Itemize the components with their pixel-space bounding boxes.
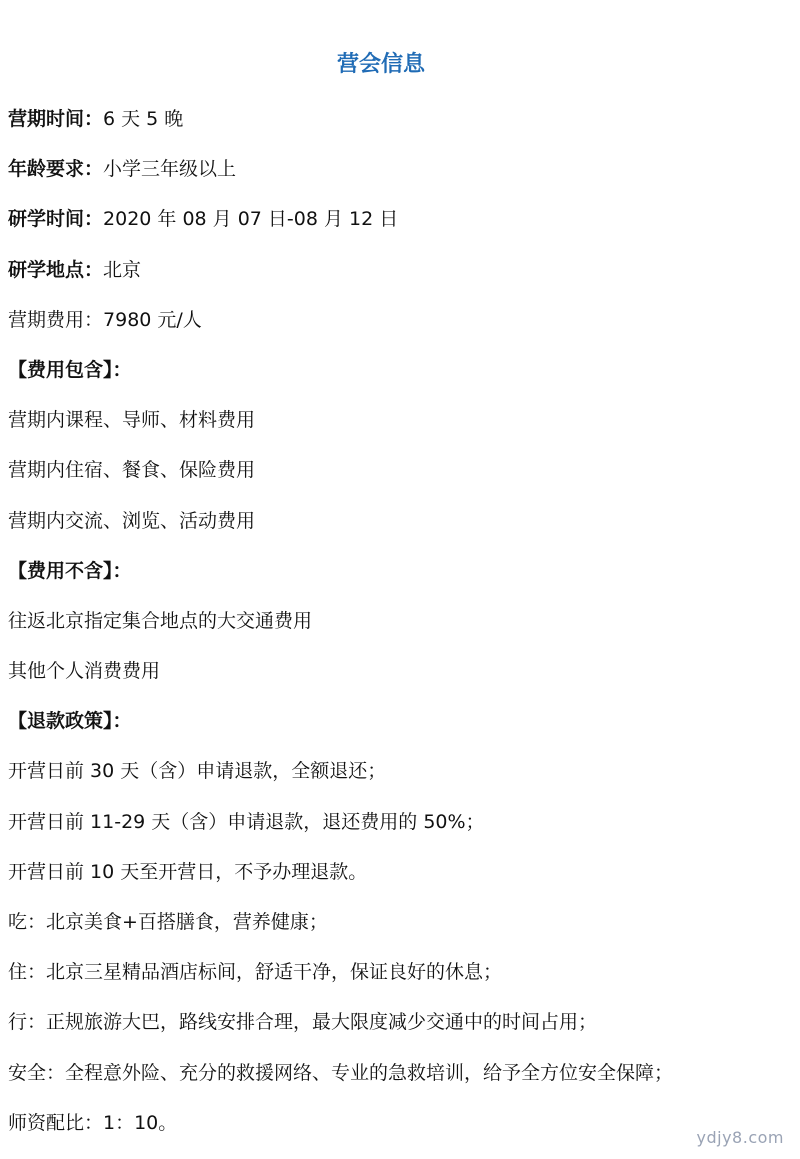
refund-policy-item: 开营日前 30 天（含）申请退款，全额退还；: [8, 760, 387, 783]
age-requirement-value: 小学三年级以上: [103, 158, 237, 181]
teacher-ratio: 师资配比：1：10。: [8, 1111, 178, 1134]
camp-duration-label: 营期时间：: [8, 108, 104, 130]
study-location-label: 研学地点：: [8, 258, 104, 281]
watermark: ydjy8.com: [696, 1128, 784, 1147]
fee-includes-item: 营期内住宿、餐食、保险费用: [8, 459, 256, 482]
camp-fee-value: 7980 元/人: [103, 308, 202, 331]
service-lodging: 住：北京三星精品酒店标间，舒适干净，保证良好的休息；: [8, 961, 503, 984]
refund-policy-item: 开营日前 10 天至开营日，不予办理退款。: [8, 860, 368, 883]
fee-excludes-heading: 【费用不含】：: [8, 559, 132, 582]
study-location-value: 北京: [103, 258, 142, 281]
study-time-line: [8, 204, 793, 254]
age-requirement-label: 年龄要求：: [8, 158, 104, 181]
page-title: 营会信息: [336, 52, 425, 77]
camp-duration-line: [8, 104, 793, 154]
study-time-value: 2020 年 08 月 07 日-08 月 12 日: [103, 208, 399, 231]
fee-includes-item: 营期内交流、浏览、活动费用: [8, 509, 256, 532]
refund-policy-item: 开营日前 11-29 天（含）申请退款，退还费用的 50%；: [8, 810, 485, 833]
study-location-line: [8, 255, 793, 305]
fee-excludes-item: 其他个人消费费用: [8, 660, 161, 683]
camp-duration-value: 6 天 5 晚: [103, 108, 184, 130]
fee-includes-item: 营期内课程、导师、材料费用: [8, 409, 256, 432]
camp-fee-line: [8, 305, 793, 355]
service-transport: 行：正规旅游大巴，路线安排合理，最大限度减少交通中的时间占用；: [8, 1011, 598, 1034]
fee-excludes-item: 往返北京指定集合地点的大交通费用: [8, 609, 313, 632]
camp-fee-label: 营期费用：: [8, 308, 104, 331]
fee-includes-heading: 【费用包含】：: [8, 358, 132, 381]
refund-policy-heading: 【退款政策】：: [8, 710, 132, 733]
service-food: 吃：北京美食+百搭膳食，营养健康；: [8, 911, 328, 933]
study-time-label: 研学时间：: [8, 208, 104, 231]
camp-info-list: [8, 104, 793, 1158]
service-safety: 安全：全程意外险、充分的救援网络、专业的急救培训，给予全方位安全保障；: [8, 1061, 674, 1084]
age-requirement-line: [8, 154, 793, 204]
